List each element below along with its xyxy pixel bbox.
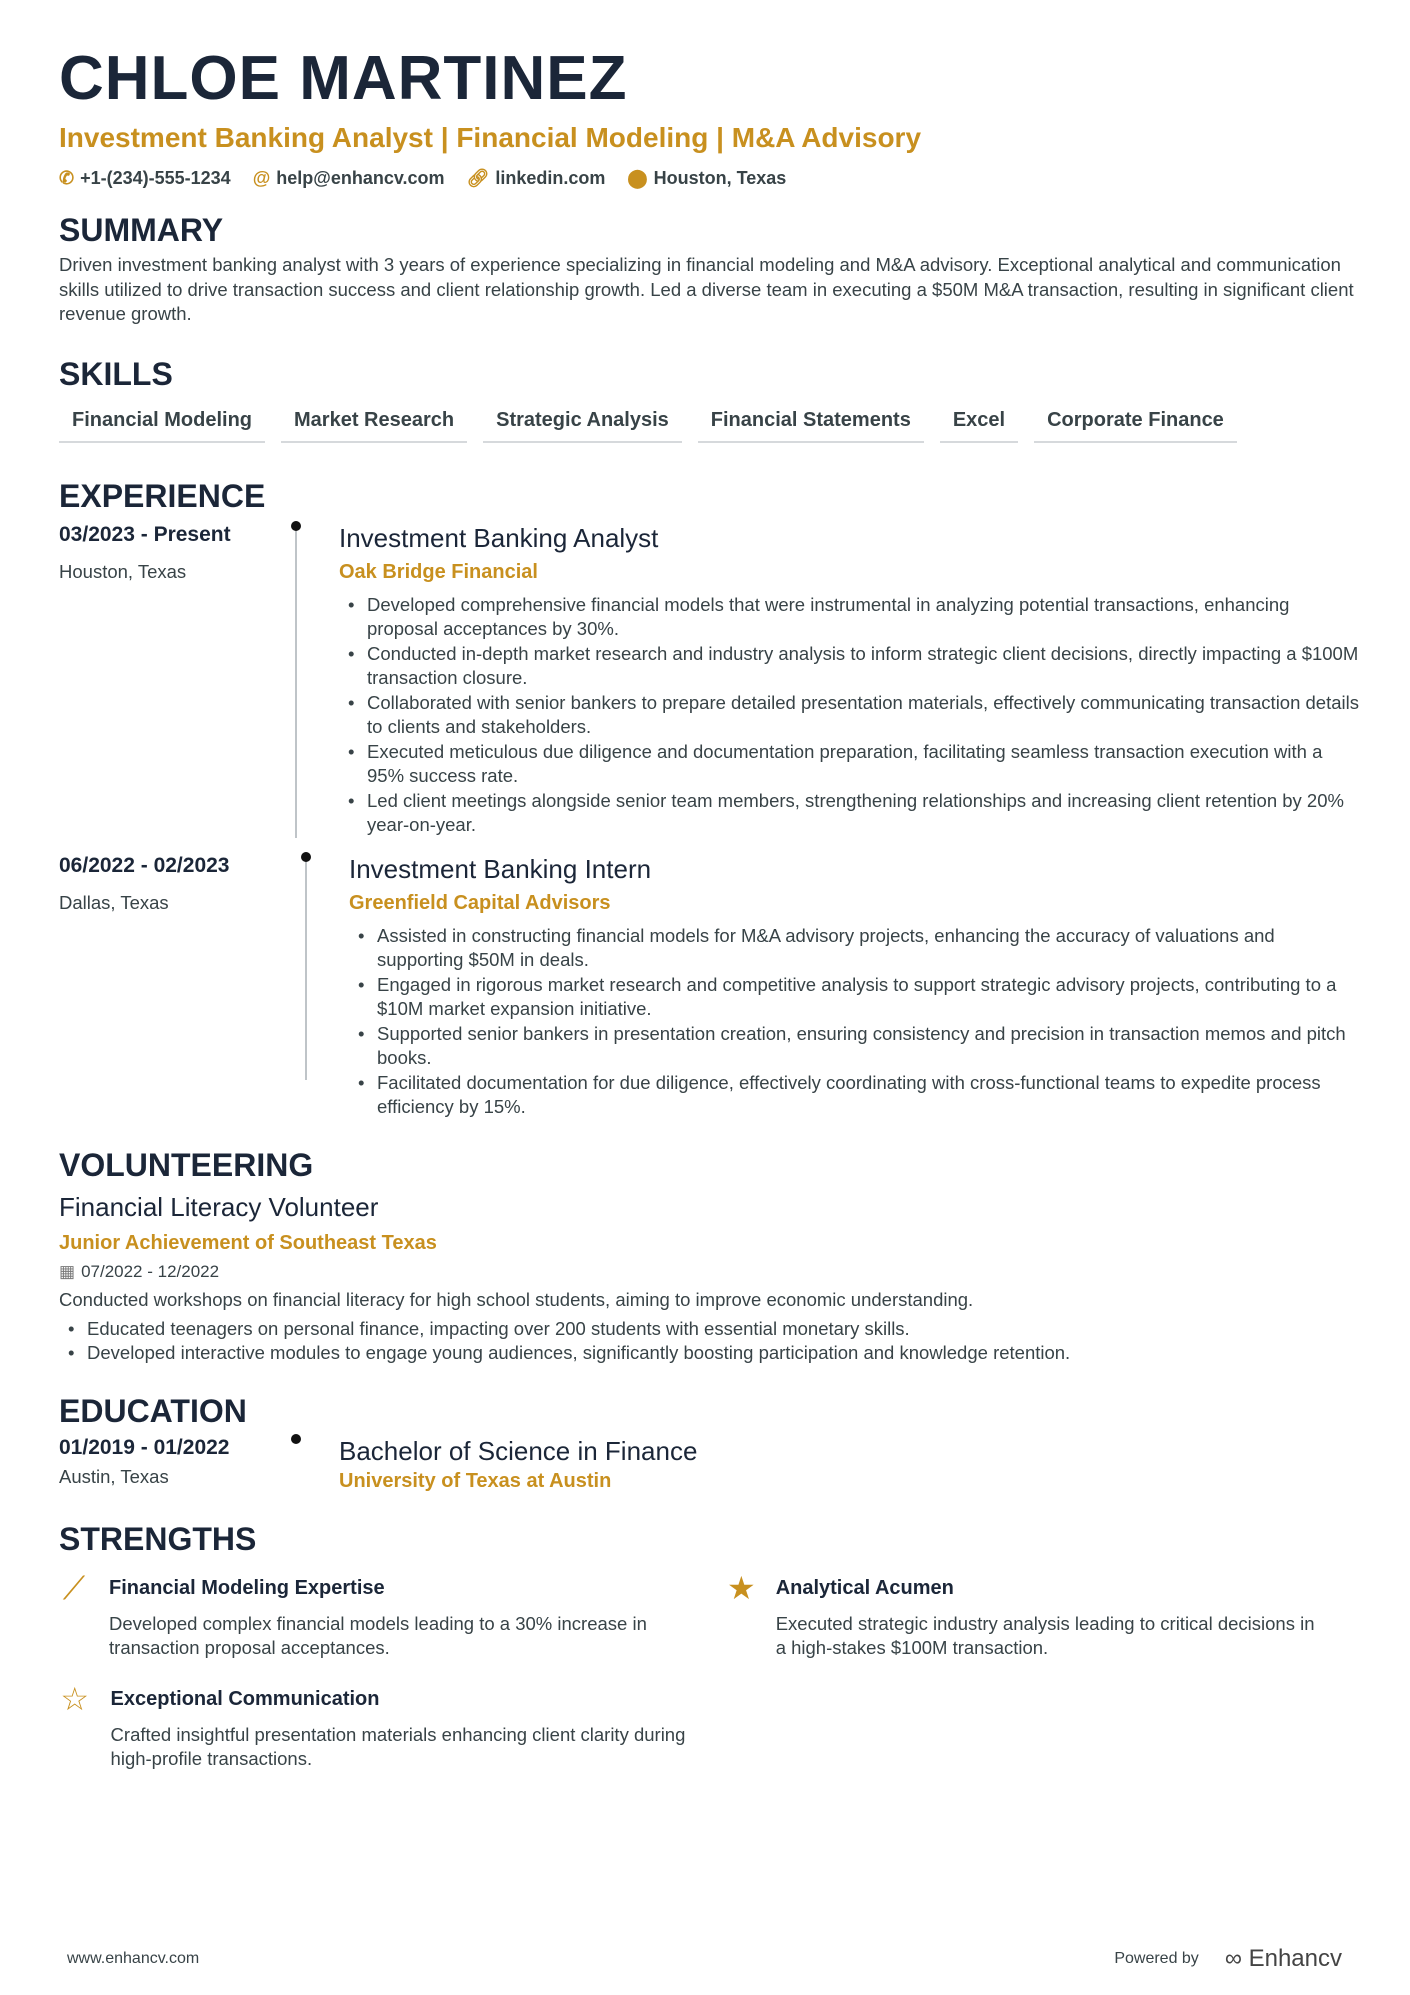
- school-name: University of Texas at Austin: [339, 1469, 612, 1492]
- job-dates: 06/2022 - 02/2023: [59, 853, 230, 877]
- strengths-section: [59, 1520, 1359, 1772]
- candidate-name: CHLOE MARTINEZ: [59, 44, 628, 113]
- bullet: • Executed meticulous due diligence and documentation preparation, facilitating seamless transaction execution with a 95% success rate.: [339, 740, 1359, 789]
- resume: [59, 46, 1359, 1772]
- bullet: • Conducted in-depth market research and industry analysis to inform strategic client decisions, directly impacting a $100M transaction closure.: [339, 642, 1359, 691]
- bullet: • Educated teenagers on personal finance, impacting over 200 students with essential monetary skills.: [59, 1317, 1359, 1342]
- company-name: Oak Bridge Financial: [339, 560, 538, 583]
- calendar-icon: ▦: [59, 1261, 76, 1281]
- volunteer-org: Junior Achievement of Southeast Texas: [59, 1231, 437, 1254]
- experience-heading: EXPERIENCE: [59, 477, 266, 514]
- magic-wand-icon: ⟋: [62, 1569, 86, 1606]
- timeline-dot: [295, 1434, 297, 1494]
- skills-heading: SKILLS: [59, 355, 173, 392]
- job-dates: 03/2023 - Present: [59, 522, 231, 546]
- degree: Bachelor of Science in Finance: [339, 1435, 698, 1466]
- enhancv-logo[interactable]: [1225, 1945, 1342, 1973]
- skill-tag: Excel: [940, 403, 1018, 443]
- job-bullets: [339, 593, 1359, 838]
- strength-title: Exceptional Communication: [110, 1687, 380, 1710]
- education-dates: 01/2019 - 01/2022: [59, 1435, 230, 1459]
- skills-section: [59, 355, 1359, 443]
- contact-phone: [59, 168, 231, 189]
- strength-text: Crafted insightful presentation materials enhancing client clarity during high-profile transactions.: [110, 1723, 686, 1769]
- bullet: • Developed comprehensive financial models that were instrumental in analyzing potential transactions, enhancing proposal acceptances by 30%.: [339, 593, 1359, 642]
- experience-section: [59, 477, 1359, 1120]
- job-entry: [59, 852, 1359, 1120]
- bullet: • Led client meetings alongside senior team members, strengthening relationships and increasing client retention by 20% year-on-year.: [339, 789, 1359, 838]
- strength-item: [59, 1570, 727, 1661]
- dates-text: 07/2022 - 12/2022: [81, 1261, 220, 1281]
- skill-tag: Financial Statements: [698, 403, 924, 443]
- bullet: • Assisted in constructing financial models for M&A advisory projects, enhancing the accuracy of valuations and supporting $50M in deals.: [349, 924, 1359, 973]
- bullet: • Facilitated documentation for due diligence, effectively coordinating with cross-functional teams to expedite process efficiency by 15%.: [349, 1071, 1359, 1120]
- strength-item: [727, 1570, 1327, 1661]
- footer: [67, 1945, 1342, 1973]
- headline: Investment Banking Analyst | Financial Modeling | M&A Advisory: [59, 122, 922, 153]
- timeline-line: [295, 521, 297, 838]
- at-icon: @: [252, 168, 271, 188]
- job-bullets: [349, 924, 1359, 1120]
- logo-mark-icon: ∞: [1224, 1945, 1249, 1972]
- summary-section: [59, 211, 1359, 327]
- bullet: • Collaborated with senior bankers to prepare detailed presentation materials, effectively communicating transaction details to clients and stakeholders.: [339, 691, 1359, 740]
- strength-title: Financial Modeling Expertise: [109, 1576, 385, 1599]
- linkedin-text[interactable]: linkedin.com: [495, 168, 606, 188]
- phone-icon: ✆: [59, 168, 75, 188]
- link-icon: 🔗︎: [466, 168, 490, 188]
- bullet: • Engaged in rigorous market research and competitive analysis to support strategic advisory projects, contributing to a $10M market expansion initiative.: [349, 973, 1359, 1022]
- job-location: Houston, Texas: [59, 560, 187, 582]
- education-entry: [59, 1434, 1359, 1494]
- contact-location: [627, 168, 786, 189]
- brand-name: Enhancv: [1248, 1945, 1342, 1972]
- job-title: Investment Banking Analyst: [339, 522, 659, 553]
- location-text: Houston, Texas: [653, 168, 787, 188]
- half-star-icon: ☆: [60, 1680, 90, 1717]
- phone-text: +1-(234)-555-1234: [80, 168, 231, 188]
- contact-list: [59, 168, 1359, 189]
- skill-tag: Corporate Finance: [1034, 403, 1237, 443]
- volunteering-heading: VOLUNTEERING: [59, 1146, 314, 1183]
- education-heading: EDUCATION: [59, 1392, 247, 1429]
- job-location: Dallas, Texas: [59, 891, 169, 913]
- contact-linkedin[interactable]: [467, 168, 606, 189]
- location-icon: ⬤: [627, 168, 648, 188]
- skill-tag: Strategic Analysis: [483, 403, 682, 443]
- powered-by-label: Powered by: [1114, 1950, 1199, 1967]
- volunteer-dates: [59, 1260, 1359, 1285]
- job-title: Investment Banking Intern: [349, 853, 652, 884]
- strengths-heading: STRENGTHS: [59, 1520, 257, 1557]
- website-link[interactable]: www.enhancv.com: [67, 1950, 200, 1967]
- strength-text: Executed strategic industry analysis leading to critical decisions in a high-stakes $100M transaction.: [775, 1612, 1315, 1658]
- star-icon: ★: [727, 1569, 756, 1606]
- volunteer-bullets: [59, 1317, 1359, 1366]
- summary-heading: SUMMARY: [59, 212, 224, 248]
- skill-tag: Financial Modeling: [59, 403, 265, 443]
- strength-item: [59, 1681, 727, 1772]
- contact-email[interactable]: [253, 168, 445, 189]
- volunteer-role: Financial Literacy Volunteer: [59, 1191, 379, 1222]
- bullet: • Developed interactive modules to engage young audiences, significantly boosting participation and knowledge retention.: [59, 1341, 1359, 1366]
- job-entry: [59, 521, 1359, 838]
- bullet: • Supported senior bankers in presentation creation, ensuring consistency and precision in transaction memos and pitch books.: [349, 1022, 1359, 1071]
- timeline-line: [305, 852, 307, 1080]
- education-section: [59, 1392, 1359, 1494]
- summary-text: Driven investment banking analyst with 3 years of experience specializing in financial modeling and M&A advisory. Exceptional analytical and communication skills utilized to drive transaction success and client relationship growth. Led a diverse team in executing a $50M M&A transaction, resulting in significant client revenue growth.: [59, 254, 1354, 324]
- company-name: Greenfield Capital Advisors: [349, 891, 611, 914]
- education-location: Austin, Texas: [59, 1465, 169, 1487]
- volunteering-section: [59, 1146, 1359, 1366]
- strength-text: Developed complex financial models leading to a 30% increase in transaction proposal acceptances.: [109, 1612, 647, 1658]
- email-text[interactable]: help@enhancv.com: [276, 168, 445, 188]
- volunteer-description: Conducted workshops on financial literacy for high school students, aiming to improve economic understanding.: [59, 1289, 974, 1310]
- strength-title: Analytical Acumen: [775, 1576, 954, 1599]
- skill-tag: Market Research: [281, 403, 467, 443]
